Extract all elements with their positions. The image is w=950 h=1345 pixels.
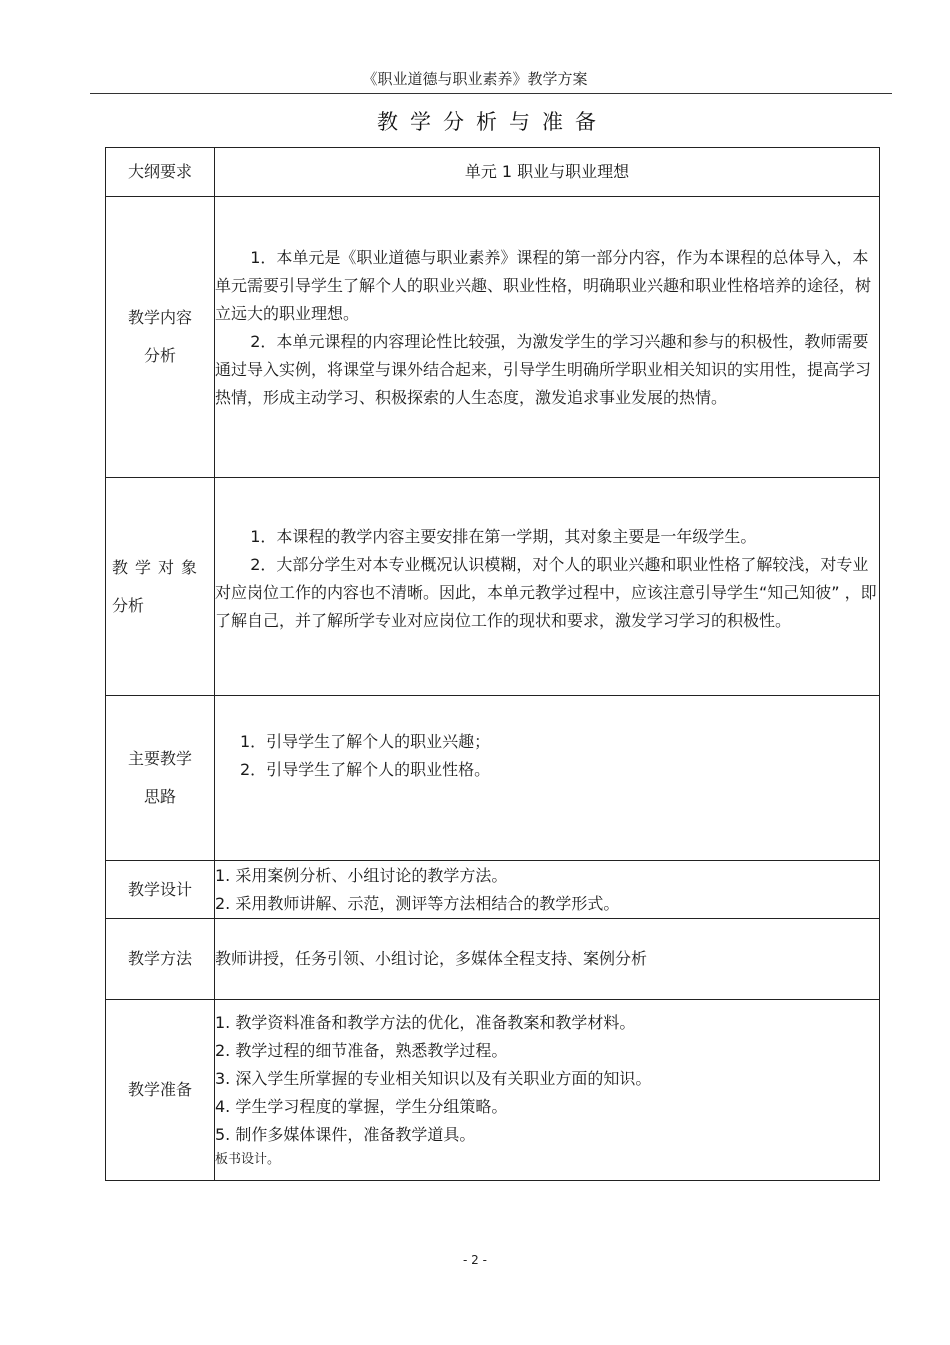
preparation-label: 教学准备	[106, 1000, 215, 1181]
preparation-item: 3. 深入学生所掌握的专业相关知识以及有关职业方面的知识。	[215, 1069, 652, 1088]
preparation-note: 板书设计。	[215, 1152, 281, 1167]
audience-analysis-label	[106, 478, 215, 696]
header-divider	[90, 93, 892, 94]
table-row-main-approach	[106, 696, 880, 861]
table-row-design	[106, 861, 880, 919]
audience-analysis-value	[215, 478, 880, 696]
design-value	[215, 861, 880, 919]
table-row-outline	[106, 148, 880, 197]
preparation-item: 1. 教学资料准备和教学方法的优化，准备教案和教学材料。	[215, 1013, 636, 1032]
outline-label: 大纲要求	[106, 148, 215, 197]
main-approach-label-line1: 主要教学	[127, 749, 192, 768]
main-approach-label-line2: 思路	[143, 787, 176, 806]
main-approach-item: 2．引导学生了解个人的职业性格。	[240, 760, 491, 779]
table-row-audience-analysis	[106, 478, 880, 696]
audience-analysis-label-line2: 分析	[112, 595, 145, 615]
content-analysis-value	[215, 197, 880, 478]
table-row-methods	[106, 919, 880, 1000]
table-row-content-analysis	[106, 197, 880, 478]
main-approach-value	[215, 696, 880, 861]
content-analysis-label-line1: 教学内容	[127, 308, 192, 327]
running-header: 《职业道德与职业素养》教学方案	[362, 70, 588, 88]
teaching-analysis-table	[105, 147, 880, 1181]
table-row-preparation	[106, 1000, 880, 1181]
page-number: - 2 -	[463, 1253, 487, 1267]
design-label: 教学设计	[106, 861, 215, 919]
content-analysis-label	[106, 197, 215, 478]
design-item: 1. 采用案例分析、小组讨论的教学方法。	[215, 865, 508, 885]
preparation-item: 4. 学生学习程度的掌握，学生分组策略。	[215, 1097, 508, 1116]
preparation-item: 5. 制作多媒体课件，准备教学道具。	[215, 1125, 476, 1144]
content-analysis-paragraph: 1．本单元是《职业道德与职业素养》课程的第一部分内容，作为本课程的总体导入，本单元需要引导学生了解个人的职业兴趣、职业性格，明确职业兴趣和职业性格培养的途径，树立远大的职业理想。	[215, 248, 872, 323]
design-item: 2. 采用教师讲解、示范，测评等方法相结合的教学形式。	[215, 893, 620, 913]
main-approach-label	[106, 696, 215, 861]
methods-value: 教师讲授，任务引领、小组讨论，多媒体全程支持、案例分析	[215, 919, 880, 1000]
audience-analysis-paragraph: 2．大部分学生对本专业概况认识模糊，对个人的职业兴趣和职业性格了解较浅，对专业对应岗位工作的内容也不清晰。因此，本单元教学过程中，应该注意引导学生“知己知彼” ，即了解自己，并了解所学专业对应岗位工作的现状和要求，激发学习学习的积极性。	[215, 554, 877, 630]
preparation-item: 2. 教学过程的细节准备，熟悉教学过程。	[215, 1041, 508, 1060]
methods-label: 教学方法	[106, 919, 215, 1000]
preparation-value	[215, 1000, 880, 1181]
audience-analysis-label-line1: 教学对象	[112, 557, 205, 577]
page-title: 教学分析与准备	[377, 110, 608, 134]
content-analysis-paragraph: 2．本单元课程的内容理论性比较强，为激发学生的学习兴趣和参与的积极性，教师需要通过导入实例，将课堂与课外结合起来，引导学生明确所学职业相关知识的实用性，提高学习热情，形成主动学习、积极探索的人生态度，激发追求事业发展的热情。	[215, 332, 872, 407]
main-approach-item: 1．引导学生了解个人的职业兴趣；	[240, 732, 491, 751]
content-analysis-label-line2: 分析	[143, 346, 176, 365]
audience-analysis-paragraph: 1．本课程的教学内容主要安排在第一学期，其对象主要是一年级学生。	[250, 526, 757, 546]
outline-value: 单元 1 职业与职业理想	[215, 148, 880, 197]
